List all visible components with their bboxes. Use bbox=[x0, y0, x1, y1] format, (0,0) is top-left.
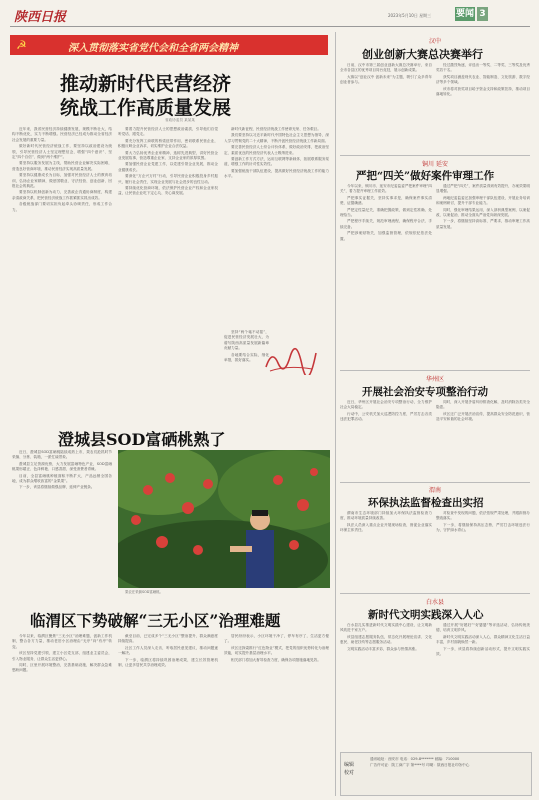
article-1-body-col-3b: 坚持“两个毫不动摇”，促进民营经济发展壮大，为谱写陕西高质量发展新篇章贡献力量。 各地要结合实际，细化举措，抓好落实。 bbox=[224, 330, 269, 363]
article-6-kicker: 渭南 bbox=[428, 487, 441, 494]
article-4-body-col-2: 同时，深入开展矛盾纠纷排查化解，及时消除各类安全隐患。 该区还广泛开展法治宣传，提高群众安全防范意识，营造平安和谐的社会环境。 bbox=[436, 400, 530, 422]
article-3-title: 严把“四关”做好案件审理工作 bbox=[356, 170, 495, 182]
article-1-body-col-3: 新时代新征程，民营经济统战工作使命光荣、任务艰巨。 我们要坚持以习近平新时代中国特色社会主义思想为指导，深入学习贯彻党的二十大精神，不断开创民营经济统战工作新局面。 要完善民营经济人士综合评价体系，做好政治安排，把政治坚定、素质优良的民营经济代表人士吸纳进来。 要创新工作方式方法，运用互联网等新载体，拓展联系服务渠道，增强工作的针对性实效性。 要加强统战干部队伍建设，提高做好民营经济统战工作的能力水平。 bbox=[224, 127, 329, 179]
article-7-kicker: 白水县 bbox=[425, 599, 444, 606]
masthead bbox=[0, 0, 539, 30]
article-1-body-col-2: 要着力提升民营经济人士的思想政治素质，引导他们自觉听党话、跟党走。 要充分发挥工商联的桥梁纽带作用，密切联系民营企业，积极反映企业诉求，切实维护企业合法权益。 要大力弘扬优秀企业家精神，选树先进典型，讲好民营企业发展故事，营造尊重企业家、支持企业家的浓厚氛围。 要加强民营企业党建工作，以党建引领企业发展，推动企业健康成长。 要深化“万企兴万村”行动，引导民营企业积极投身乡村振兴，履行社会责任，实现企业发展与社会进步的良性互动。 要持续优化营商环境，依法保护民营企业产权和企业家权益，让民营企业吃下定心丸、安心谋发展。 bbox=[118, 127, 218, 196]
article-4-kicker: 华州区 bbox=[425, 376, 444, 383]
divider-4 bbox=[340, 482, 530, 483]
article-7-body-col-2: 通过开展“好媳妇”“好婆婆”等评选活动，弘扬传统美德，培育文明乡风。 新时代文明实践活动深入人心，群众精神文化生活日益丰富，乡村面貌焕然一新。 下一步，该县将持续创新活动形式，提升文明实践实效。 bbox=[436, 623, 530, 657]
section-box: 要闻 bbox=[455, 9, 474, 19]
article-7-body-col-1: 白水县扎实推进新时代文明实践中心建设，让文明新风吹进千家万户。 该县组建志愿服务队伍，常态化开展理论宣讲、文化惠民、助老扶幼等志愿服务活动。 文明实践活动丰富多彩，群众参与热情高涨。 bbox=[340, 623, 432, 651]
article-4-body-col-1: 近日，华州区开展社会治安专项整治行动，全力维护社会大局稳定。 行动中，公安机关加大巡逻防控力度，严厉打击各类违法犯罪活动。 bbox=[340, 400, 432, 422]
article-8-body-col-1: 今年以来，临渭区聚焦“三无小区”治理难题，创新工作机制，整合各方力量，推动老旧小区治理由“无序”向“有序”转变。 该区坚持党建引领，建立小区党支部，组建业主委员会，引入物业服务，让群众生活更舒心。 同时，区里开展环境整治，完善基础设施，解决群众急难愁盼问题。 bbox=[12, 634, 112, 673]
article-2-kicker: 汉中 bbox=[428, 38, 441, 45]
article-8-body-col-2: 截至目前，已完成多个“三无小区”整治提升，群众满意度持续提高。 社区工作人员深入走访，听取居民意见建议，推动问题逐一解决。 下一步，临渭区将持续巩固治理成果，建立长效管理机制，让更多居民共享治理成效。 bbox=[118, 634, 218, 668]
article-8-title: 临渭区下势破解“三无小区”治理难题 bbox=[30, 611, 281, 630]
divider-2 bbox=[340, 155, 530, 156]
article-1-byline: 省政协委员 某某某 bbox=[165, 118, 195, 122]
article-1-title-line2: 统战工作高质量发展 bbox=[60, 97, 232, 119]
article-7-title: 新时代文明实践深入人心 bbox=[368, 609, 484, 621]
editorial-info-box bbox=[340, 752, 532, 796]
article-6-body-col-2: 对检查中发现的问题，依法依规严肃处理，并跟踪督办整改落实。 下一步，将继续保持高压态势，严厉打击环境违法行为，守护绿水青山。 bbox=[436, 511, 530, 533]
article-3-body-col-1: 今年以来，铜川市、延安市纪委监委严把案件审理“四关”，着力提升审理工作质效。 严把事实证据关，坚持实事求是，确保案件事实清楚、证据确凿。 严把定性量纪关，准确把握政策，做到定性准确、处理恰当。 严把程序手续关，规范审理流程，确保程序合法、手续完备。 严把涉案财物关，加强监督管理，依规依纪依法处置。 bbox=[340, 184, 432, 241]
masthead-logo: 陕西日报 bbox=[14, 10, 67, 25]
party-emblem-icon: ☭ bbox=[16, 38, 27, 52]
article-3-kicker: 铜川 延安 bbox=[422, 161, 448, 168]
peach-orchard-photo bbox=[118, 450, 330, 588]
article-4-title: 开展社会治安专项整治行动 bbox=[362, 386, 488, 398]
signature-scribble bbox=[262, 345, 322, 375]
article-2-title: 创业创新大赛总决赛举行 bbox=[362, 48, 483, 61]
editorial-credits: 通讯地址：西安市 电话：029-8******* 邮编：710000 广告许可证：陕工商广字 第****号 印刷：陕西日报社印务中心 bbox=[370, 757, 470, 768]
article-3-body-col-2: 通过严把“四关”，案件质量得到有效提升，办案效果明显增强。 两地纪委监委还加强审理干部队伍建设，开展业务培训和案例研讨，提升干部专业能力。 同时，强化审理结果运用，深入剖析典型案例，以案促改、以案促治，推动全面从严治党向纵深发展。 下一步，将继续坚持高标准、严要求，推动审理工作高质量发展。 bbox=[436, 184, 530, 229]
masthead-date: 2023年5月10日 星期三 bbox=[388, 13, 432, 18]
banner-text: 深入贯彻落实省党代会和全省两会精神 bbox=[68, 43, 238, 54]
page-number-box: 3 bbox=[477, 7, 488, 21]
article-1-body-col-1: 近年来，我省民营经济持续健康发展，规模不断壮大，结构不断优化，实力不断增强。民营经济已经成为推动全省经济社会发展的重要力量。 做好新时代民营经济统战工作，要坚持以政治建设为统领，引导民营经济人士坚定理想信念，增强“四个意识”、坚定“四个自信”、做到“两个维护”。 要坚持以服务发展为主线，帮助民营企业解决实际困难，营造良好营商环境，推动民营经济实现高质量发展。 要坚持以健康成长为目标，加强对民营经济人士的教育培训，弘扬企业家精神，做爱国敬业、守法经营、创业创新、回报社会的典范。 要坚持以机制创新为动力，完善政企沟通协商制度，构建亲清政商关系，把民营经济统战工作抓紧抓实抓出成效。 各级统战部门要切实担负起牵头协调责任，形成工作合力。 bbox=[12, 127, 112, 212]
article-6-body-col-1: 渭南市生态环境部门持续加大环保执法监督检查力度，推动环境质量持续改善。 执法人员深入重点企业开展现场检查，督促企业落实环保主体责任。 bbox=[340, 511, 432, 533]
article-2-body-col-2: 经过激烈角逐，评选出一等奖、二等奖、三等奖及优秀奖若干名。 获奖项目涵盖现代农业、智能制造、文化旅游、数字经济等多个领域。 该市将对获奖项目给予资金支持和政策扶持，推动项目落地转化。 bbox=[436, 63, 530, 97]
peach-photo-caption: 果农在采摘SOD富硒桃。 bbox=[125, 590, 163, 594]
divider-3 bbox=[340, 370, 530, 371]
article-2-body-col-1: 日前，汉中市第三届创业创新大赛总决赛举行，来自全市各县区的优秀项目同台竞技，展示创新成果。 大赛以“创业汉中 创新未来”为主题，吸引了众多青年创业者参与。 bbox=[340, 63, 432, 85]
banner bbox=[10, 35, 328, 55]
article-6-title: 环保执法监督检查出实招 bbox=[368, 497, 484, 509]
masthead-rule bbox=[10, 26, 530, 27]
article-5-title: 澄城县SOD富硒桃熟了 bbox=[58, 430, 226, 449]
article-5-body: 近日，澄城县SOD富硒桃陆续成熟上市，果农们抢抓时节采摘、分拣、装箱，一派忙碌景象。 澄城县立足资源优势，大力发展富硒特色产业，SOD富硒桃果形端正、色泽鲜艳、口感香甜，深受消费者青睐。 目前，全县富硒桃种植面积不断扩大，产品远销全国各地，成为群众增收致富的“金果果”。 下一步，该县将继续做强品牌，延伸产业链条。 bbox=[12, 450, 112, 490]
article-1-signature bbox=[262, 345, 322, 375]
article-8-body-col-3: 居民纷纷表示，小区环境干净了，停车有序了，生活更方便了。 该区还探索推行“红色物业”模式，把党的组织优势转化为治理效能，切实提升基层治理水平。 相关部门将加大督导检查力度，确保各项措施落地见效。 bbox=[224, 634, 329, 662]
divider-5 bbox=[340, 593, 530, 594]
editorial-label: 编辑 校对 bbox=[344, 762, 355, 776]
article-1-title-line1: 推动新时代民营经济 bbox=[60, 73, 232, 95]
peach-photo bbox=[118, 450, 330, 588]
column-divider bbox=[335, 32, 336, 796]
